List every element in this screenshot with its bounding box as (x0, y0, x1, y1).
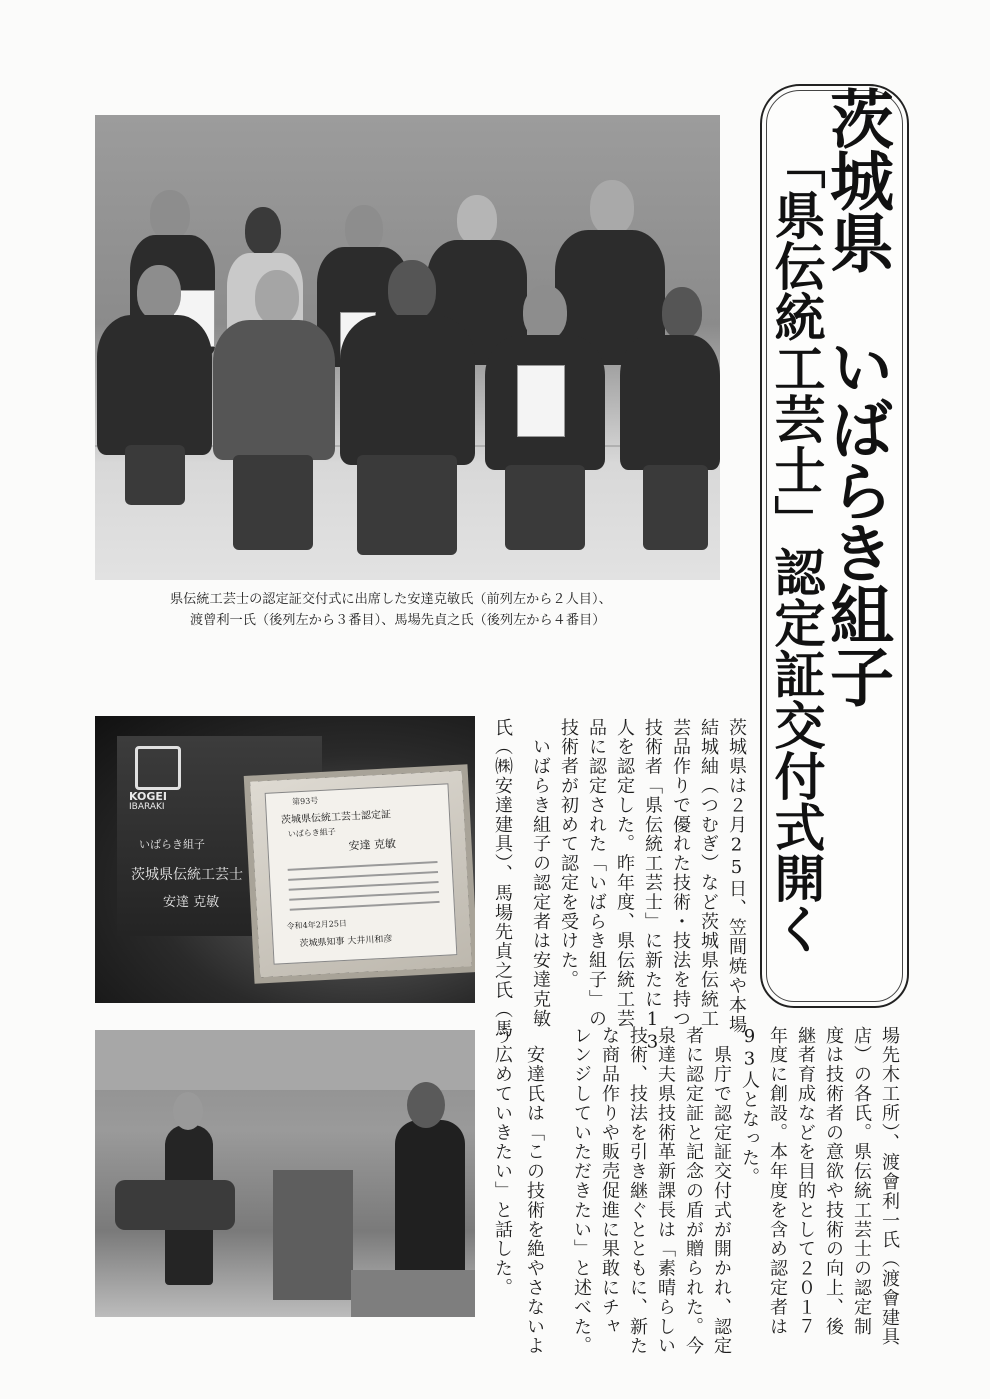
article-col: 店）の各氏。県伝統工芸士の認定制 (851, 1026, 872, 1337)
ceiling (95, 1030, 475, 1090)
banner-title: 茨城県伝統工芸士 (131, 867, 243, 883)
article-col: 継者育成などを目的として２０１７ (795, 1026, 816, 1337)
article-col: 人を認定した。昨年度、県伝統工芸 (614, 718, 635, 1029)
ceremony-photo (95, 1030, 475, 1317)
cert-number: 第93号 (291, 796, 319, 807)
recipient-head (407, 1082, 445, 1128)
article-col: レンジしていただきたい」と述べた。 (571, 1026, 592, 1356)
banner-craft: いばらき組子 (139, 838, 205, 851)
article-col: 技術、技法を引き継ぐとともに、新た (627, 1026, 648, 1356)
photo-caption-line-2: 渡曾利一氏（後列左から３番目）、馬場先貞之氏（後列左から４番目） (190, 613, 606, 628)
article-col: 氏（㈱安達建具）、馬場先貞之氏（馬 (492, 718, 513, 1039)
article-col: 93人となった。 (739, 1026, 760, 1188)
cert-signer: 茨城県知事 大井川和彦 (299, 934, 393, 950)
group-photo (95, 115, 720, 580)
article-col: 技術者「県伝統工芸士」に新たに13 (642, 718, 663, 1054)
kogei-logo-icon (135, 746, 181, 790)
banner-sub: IBARAKI (129, 802, 165, 812)
article-col: 年度に創設。本年度を含め認定者は (767, 1026, 788, 1337)
certificate-plaque (250, 771, 472, 978)
article-col: 品に認定された「いばらき組子」の (586, 718, 607, 1029)
article-col: 度は技術者の意欲や技術の向上、後 (823, 1026, 844, 1337)
article-col: 芸品作りで優れた技術・技法を持つ (670, 718, 691, 1029)
plaque-photo (95, 716, 475, 1003)
podium (273, 1170, 353, 1300)
cert-name: 安達 克敏 (348, 837, 397, 853)
article-col: いばらき組子の認定者は安達克敏 (530, 718, 551, 1029)
article-col: う広めていきたい」と話した。 (492, 1026, 513, 1298)
cert-date: 令和4年2月25日 (286, 918, 348, 931)
photo-caption-line-1: 県伝統工芸士の認定証交付式に出席した安達克敏氏（前列左から２人目）、 (170, 592, 612, 607)
banner-brand: KOGEI (129, 790, 168, 803)
headline-line-2: 「県伝統工芸士」認定証交付式開く (765, 138, 824, 954)
headline-line-1: 茨城県 いばらき組子 (819, 86, 893, 706)
cert-title: 茨城県伝統工芸士認定証 (280, 809, 392, 827)
seated-attendees (115, 1180, 235, 1230)
table (351, 1270, 475, 1317)
article-col: 技術者が初めて認定を受けた。 (558, 718, 579, 990)
presenter-head (173, 1092, 203, 1130)
article-col: 者に認定証と記念の盾が贈られた。今 (683, 1026, 704, 1356)
article-col: な商品作りや販売促進に果敢にチャ (599, 1026, 620, 1337)
article-col: 茨城県は２月25日、笠間焼や本場 (726, 718, 747, 1035)
article-col: 泉達夫県技術革新課長は「素晴らしい (655, 1026, 676, 1356)
article-col: 安達氏は「この技術を絶やさないよ (524, 1026, 545, 1356)
banner-name: 安達 克敏 (163, 895, 220, 910)
certificate (517, 365, 565, 437)
cert-craft: いばらき組子 (287, 827, 336, 839)
article-col: 結城紬（つむぎ）など茨城県伝統工 (698, 718, 719, 1029)
article-col: 場先木工所）、渡會利一氏（渡會建具 (879, 1026, 900, 1347)
article-col: 県庁で認定証交付式が開かれ、認定 (711, 1026, 732, 1356)
